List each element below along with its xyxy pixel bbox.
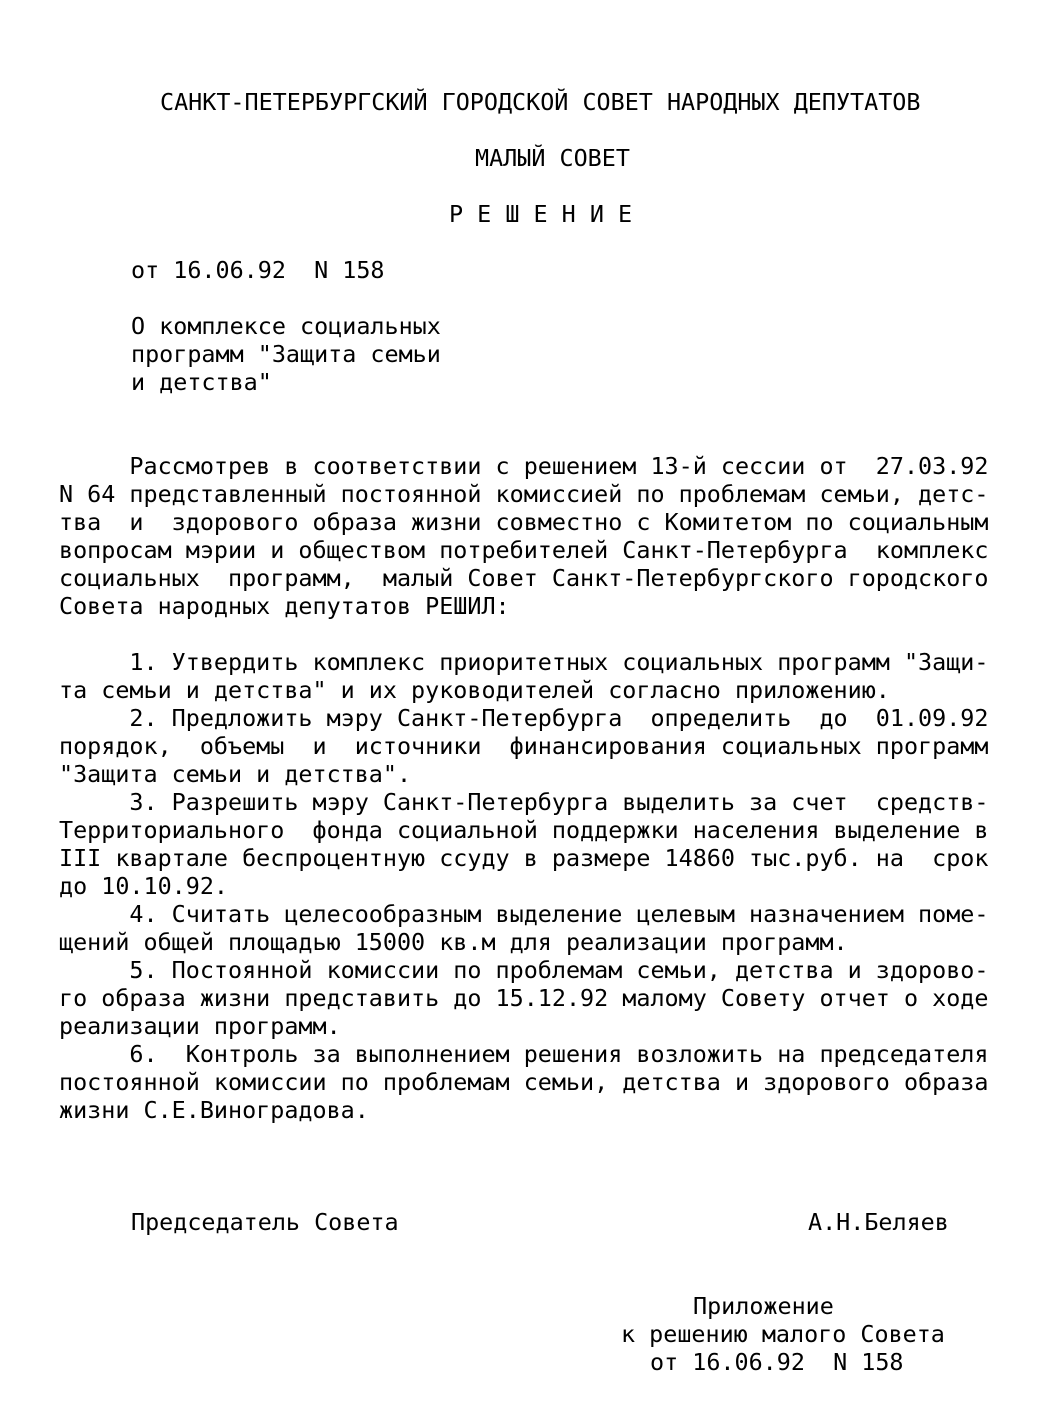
- item-line: 1. Утвердить комплекс приоритетных социальных программ "Защи-: [59, 648, 989, 676]
- item-line: жизни С.Е.Виноградова.: [59, 1096, 369, 1124]
- item-line: 3. Разрешить мэру Санкт-Петербурга выделить за счет средств-: [59, 788, 989, 816]
- preamble-line: социальных программ, малый Совет Санкт-Петербургского городского: [59, 564, 989, 592]
- signature-name: А.Н.Беляев: [808, 1208, 949, 1236]
- item-line: постоянной комиссии по проблемам семьи, детства и здорового образа: [59, 1068, 989, 1096]
- decision-date-number: от 16.06.92 N 158: [131, 256, 385, 284]
- appendix-label: Приложение: [693, 1292, 834, 1320]
- council-title: МАЛЫЙ СОВЕТ: [475, 144, 630, 172]
- appendix-reference: к решению малого Совета: [621, 1320, 945, 1348]
- subject-line: О комплексе социальных: [131, 312, 441, 340]
- document-type: Р Е Ш Е Н И Е: [449, 200, 633, 228]
- preamble-line: вопросам мэрии и обществом потребителей Санкт-Петербурга комплекс: [59, 536, 989, 564]
- item-line: та семьи и детства" и их руководителей согласно приложению.: [59, 676, 890, 704]
- item-line: 5. Постоянной комиссии по проблемам семьи, детства и здорово-: [59, 956, 989, 984]
- item-line: реализации программ.: [59, 1012, 341, 1040]
- subject-line: и детства": [131, 368, 272, 396]
- org-title: САНКТ-ПЕТЕРБУРГСКИЙ ГОРОДСКОЙ СОВЕТ НАРОДНЫХ ДЕПУТАТОВ: [160, 88, 921, 116]
- preamble-line: Рассмотрев в соответствии с решением 13-й сессии от 27.03.92: [59, 452, 989, 480]
- signature-title: Председатель Совета: [131, 1208, 399, 1236]
- item-line: до 10.10.92.: [59, 872, 228, 900]
- item-line: 2. Предложить мэру Санкт-Петербурга определить до 01.09.92: [59, 704, 989, 732]
- item-line: го образа жизни представить до 15.12.92 малому Совету отчет о ходе: [59, 984, 989, 1012]
- item-line: щений общей площадью 15000 кв.м для реализации программ.: [59, 928, 848, 956]
- item-line: 6. Контроль за выполнением решения возложить на председателя: [59, 1040, 989, 1068]
- item-line: "Защита семьи и детства".: [59, 760, 412, 788]
- item-line: 4. Считать целесообразным выделение целевым назначением поме-: [59, 900, 989, 928]
- preamble-line: N 64 представленный постоянной комиссией по проблемам семьи, детс-: [59, 480, 989, 508]
- preamble-line: тва и здорового образа жизни совместно с Комитетом по социальным: [59, 508, 989, 536]
- item-line: порядок, объемы и источники финансирования социальных программ: [59, 732, 989, 760]
- item-line: III квартале беспроцентную ссуду в размере 14860 тыс.руб. на срок: [59, 844, 989, 872]
- appendix-date-number: от 16.06.92 N 158: [650, 1348, 904, 1376]
- preamble-line: Совета народных депутатов РЕШИЛ:: [59, 592, 510, 620]
- item-line: Территориального фонда социальной поддержки населения выделение в: [59, 816, 989, 844]
- subject-line: программ "Защита семьи: [131, 340, 441, 368]
